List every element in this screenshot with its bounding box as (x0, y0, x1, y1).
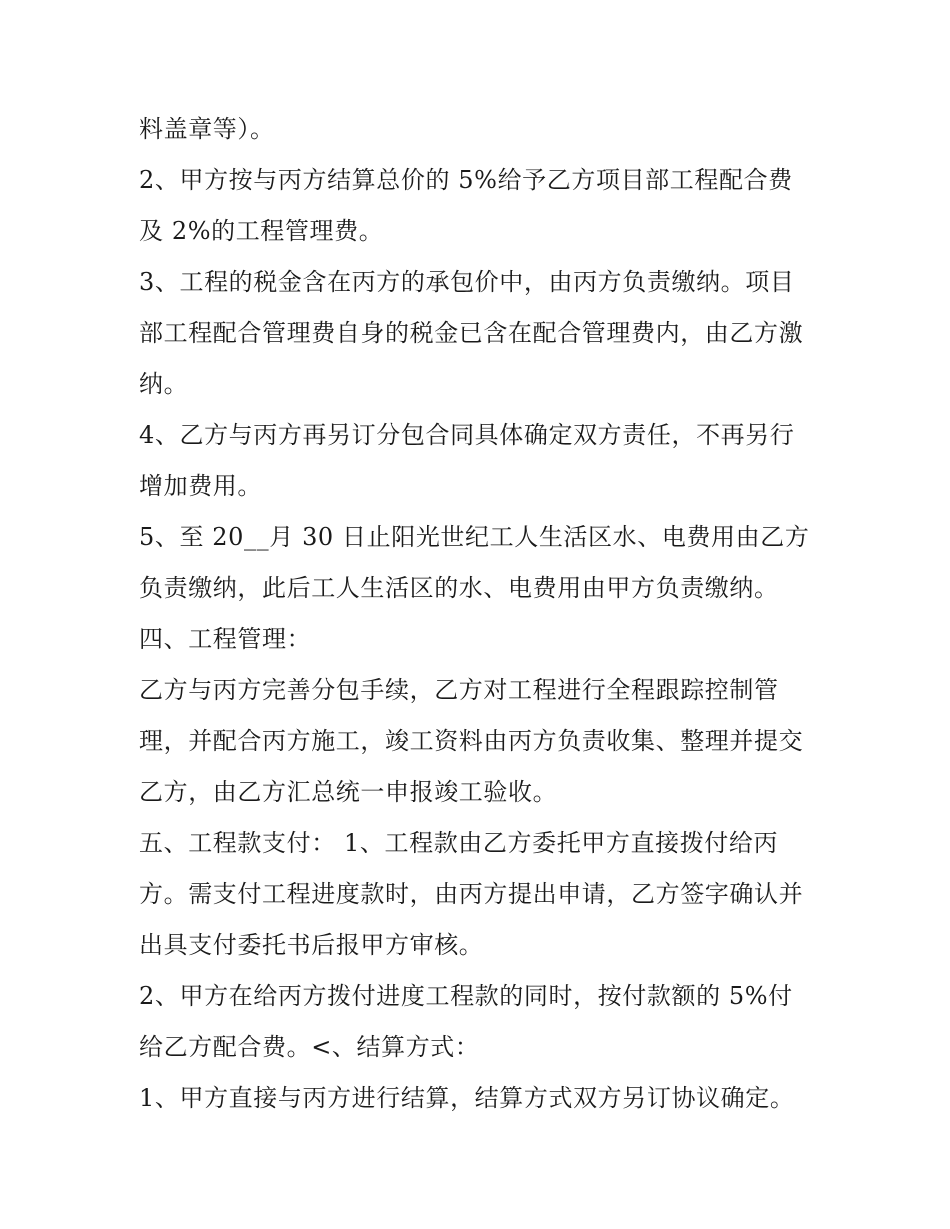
text-line: 1、甲方直接与丙方进行结算，结算方式双方另订协议确定。 (139, 1084, 795, 1112)
text-line: 乙方与丙方完善分包手续，乙方对工程进行全程跟踪控制管 (139, 676, 779, 704)
text-line: 理，并配合丙方施工，竣工资料由丙方负责收集、整理并提交 (139, 727, 804, 755)
text-line: 增加费用。 (139, 472, 262, 500)
text-line: 出具支付委托书后报甲方审核。 (139, 931, 484, 959)
text-line: 2、甲方在给丙方拨付进度工程款的同时，按付款额的 5%付 (139, 982, 793, 1010)
section-heading: 四、工程管理： (139, 625, 312, 653)
text-line: 料盖章等）。 (139, 115, 275, 143)
text-line: 纳。 (139, 370, 189, 398)
text-line: 乙方，由乙方汇总统一申报竣工验收。 (139, 778, 558, 806)
text-line: 方。需支付工程进度款时，由丙方提出申请，乙方签字确认并 (139, 880, 804, 908)
text-line: 部工程配合管理费自身的税金已含在配合管理费内，由乙方激 (139, 319, 804, 347)
text-line: 负责缴纳，此后工人生活区的水、电费用由甲方负责缴纳。 (139, 574, 779, 602)
text-line: 5、至 20__月 30 日止阳光世纪工人生活区水、电费用由乙方 (139, 523, 810, 551)
text-line: 4、乙方与丙方再另订分包合同具体确定双方责任，不再另行 (139, 421, 795, 449)
text-line: 五、工程款支付： 1、工程款由乙方委托甲方直接拨付给丙 (139, 829, 779, 857)
text-line: 及 2%的工程管理费。 (139, 217, 384, 245)
text-line: 3、工程的税金含在丙方的承包价中，由丙方负责缴纳。项目 (139, 268, 795, 296)
text-line: 2、甲方按与丙方结算总价的 5%给予乙方项目部工程配合费 (139, 166, 793, 194)
text-line: 给乙方配合费。<、结算方式： (139, 1033, 480, 1061)
